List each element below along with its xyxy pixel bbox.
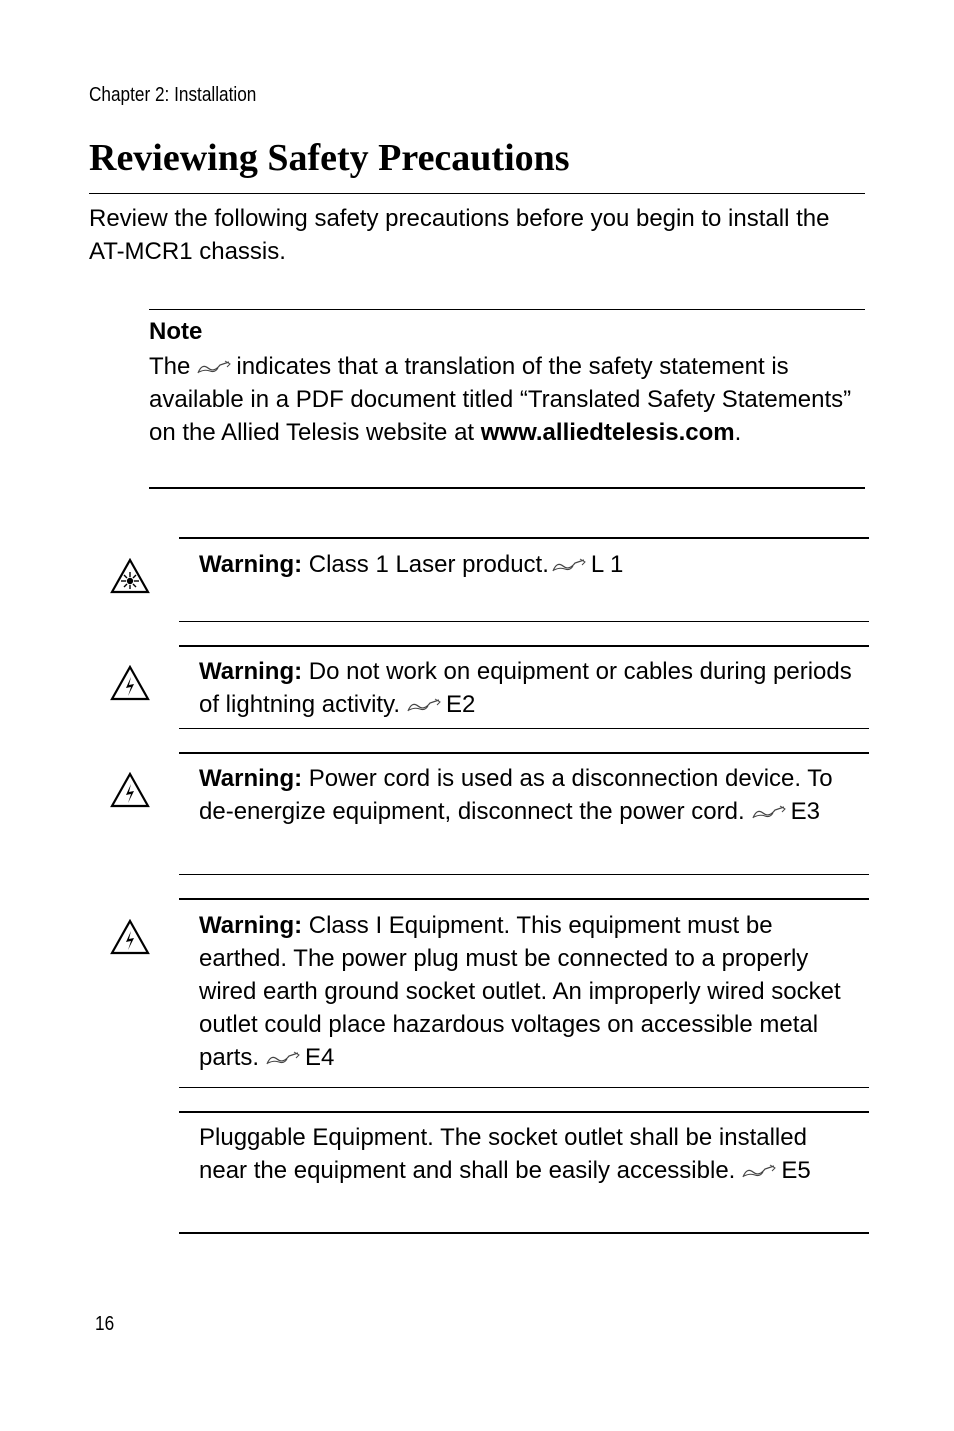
warning-label: Warning: bbox=[199, 658, 303, 685]
note-text-before: The bbox=[149, 353, 191, 380]
warning-statement: Power cord is used as a disconnection device. To de-energize equipment, disconnect the power cord. bbox=[199, 765, 833, 825]
translation-pen-icon bbox=[406, 697, 442, 713]
note-box bbox=[149, 309, 865, 489]
warning-block-laser bbox=[179, 537, 869, 622]
warning-block-lightning bbox=[179, 645, 869, 729]
statement-block-pluggable bbox=[179, 1111, 869, 1234]
electrical-hazard-icon bbox=[110, 665, 150, 701]
electrical-hazard-icon bbox=[110, 772, 150, 808]
statement-text bbox=[199, 1121, 859, 1187]
translation-pen-icon bbox=[741, 1163, 777, 1179]
statement: Pluggable Equipment. The socket outlet shall be installed near the equipment and shall be easily accessible. bbox=[199, 1124, 807, 1184]
intro-paragraph: Review the following safety precautions before you begin to install the AT-MCR1 chassis. bbox=[89, 205, 830, 265]
warning-text bbox=[199, 655, 859, 721]
warning-block-power-cord bbox=[179, 752, 869, 875]
warning-label: Warning: bbox=[199, 912, 303, 939]
warning-statement: Class 1 Laser product. bbox=[308, 551, 549, 578]
statement-code: E2 bbox=[446, 691, 476, 718]
note-trailing: . bbox=[734, 419, 742, 446]
warning-statement: Do not work on equipment or cables during periods of lightning activity. bbox=[199, 658, 852, 718]
statement-code: E5 bbox=[781, 1157, 811, 1184]
translation-pen-icon bbox=[551, 557, 587, 573]
title-divider bbox=[89, 193, 865, 194]
page-number: 16 bbox=[95, 1313, 115, 1335]
translation-pen-icon bbox=[265, 1050, 301, 1066]
note-heading: Note bbox=[149, 318, 203, 345]
note-text-after: indicates that a translation of the safety statement is available in a PDF document titled “Translated Safety Statements” on the Allied Telesis website at bbox=[149, 353, 852, 446]
translation-pen-icon bbox=[751, 804, 787, 820]
electrical-hazard-icon bbox=[110, 919, 150, 955]
warning-text bbox=[199, 909, 859, 1074]
section-title: Reviewing Safety Precautions bbox=[89, 137, 570, 179]
warning-text bbox=[199, 762, 859, 828]
statement-code: E4 bbox=[305, 1044, 335, 1071]
statement-code: L 1 bbox=[590, 551, 624, 578]
chapter-header: Chapter 2: Installation bbox=[89, 84, 257, 106]
note-body bbox=[149, 350, 861, 449]
translation-pen-icon bbox=[196, 359, 232, 375]
laser-warning-icon bbox=[110, 558, 150, 594]
warning-label: Warning: bbox=[199, 551, 303, 578]
warning-statement: Class I Equipment. This equipment must be earthed. The power plug must be connected to a properly wired earth ground socket outlet. An improperly wired socket outlet could place hazardous voltages on accessible metal parts. bbox=[199, 912, 841, 1071]
warning-block-earthing bbox=[179, 898, 869, 1088]
warning-label: Warning: bbox=[199, 765, 303, 792]
statement-code: E3 bbox=[790, 798, 821, 825]
website-link[interactable]: www.alliedtelesis.com bbox=[480, 419, 735, 446]
warning-text bbox=[199, 548, 859, 581]
